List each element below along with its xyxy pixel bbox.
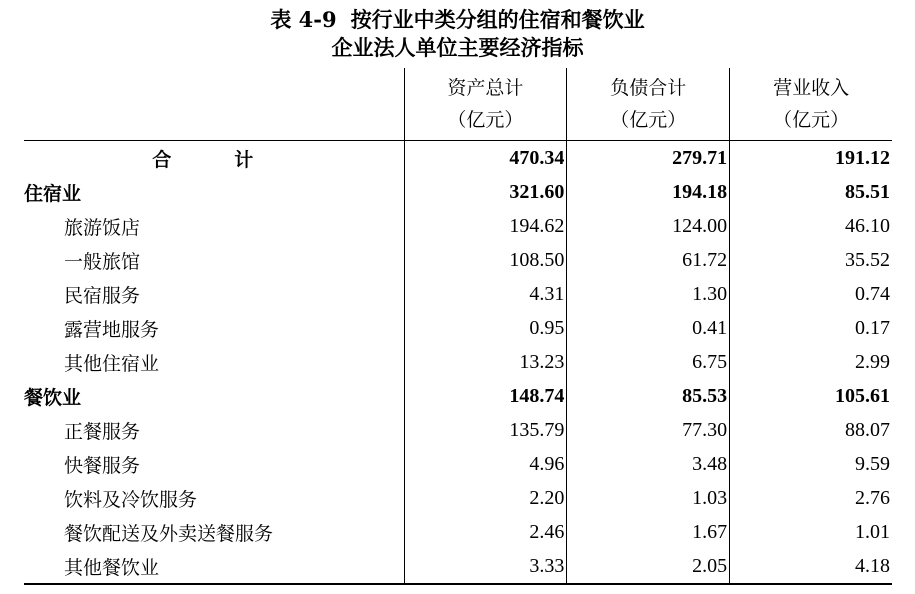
title-text-1: 按行业中类分组的住宿和餐饮业 bbox=[350, 7, 645, 32]
title-line-2: 企业法人单位主要经济指标 bbox=[331, 35, 584, 60]
row-label: 露营地服务 bbox=[64, 318, 160, 341]
cell-revenue: 0.17 bbox=[730, 311, 892, 345]
title-line-1 bbox=[0, 6, 915, 34]
cell-assets: 470.34 bbox=[404, 141, 567, 176]
header-revenue-unit: （亿元） bbox=[773, 109, 850, 131]
cell-assets: 321.60 bbox=[404, 175, 567, 209]
cell-liabilities: 279.71 bbox=[567, 141, 730, 176]
table-row bbox=[24, 549, 892, 584]
cell-revenue: 4.18 bbox=[730, 549, 892, 584]
cell-assets: 194.62 bbox=[404, 209, 567, 243]
header-liabilities bbox=[567, 68, 730, 141]
row-label: 餐饮配送及外卖送餐服务 bbox=[64, 522, 274, 545]
table-header bbox=[24, 68, 892, 141]
cell-assets: 2.20 bbox=[404, 481, 567, 515]
cell-liabilities: 1.03 bbox=[567, 481, 730, 515]
header-assets-unit: （亿元） bbox=[447, 109, 524, 131]
table-row bbox=[24, 345, 892, 379]
cell-assets: 3.33 bbox=[404, 549, 567, 584]
cell-assets: 135.79 bbox=[404, 413, 567, 447]
cell-revenue: 88.07 bbox=[730, 413, 892, 447]
row-label: 饮料及冷饮服务 bbox=[64, 488, 198, 511]
cell-liabilities: 85.53 bbox=[567, 379, 730, 413]
header-revenue bbox=[730, 68, 892, 141]
table-row bbox=[24, 413, 892, 447]
table-row bbox=[24, 447, 892, 481]
cell-assets: 4.96 bbox=[404, 447, 567, 481]
table-row bbox=[24, 515, 892, 549]
cell-assets: 108.50 bbox=[404, 243, 567, 277]
header-blank bbox=[24, 68, 404, 141]
cell-revenue: 85.51 bbox=[730, 175, 892, 209]
header-assets-name: 资产总计 bbox=[447, 77, 524, 99]
row-label: 餐饮业 bbox=[24, 386, 82, 409]
row-label: 合 计 bbox=[152, 148, 276, 171]
table-row-category bbox=[24, 175, 892, 209]
row-label: 住宿业 bbox=[24, 182, 82, 205]
header-assets bbox=[404, 68, 567, 141]
cell-revenue: 191.12 bbox=[730, 141, 892, 176]
table-row-total bbox=[24, 141, 892, 176]
cell-revenue: 0.74 bbox=[730, 277, 892, 311]
table-number: 表 4-9 bbox=[270, 7, 337, 32]
row-label: 旅游饭店 bbox=[64, 216, 141, 239]
cell-liabilities: 124.00 bbox=[567, 209, 730, 243]
header-row bbox=[24, 68, 892, 141]
table-row bbox=[24, 311, 892, 345]
cell-revenue: 105.61 bbox=[730, 379, 892, 413]
cell-assets: 13.23 bbox=[404, 345, 567, 379]
cell-assets: 0.95 bbox=[404, 311, 567, 345]
cell-assets: 4.31 bbox=[404, 277, 567, 311]
cell-liabilities: 3.48 bbox=[567, 447, 730, 481]
table-row bbox=[24, 481, 892, 515]
table-row bbox=[24, 209, 892, 243]
row-label: 正餐服务 bbox=[64, 420, 141, 443]
data-table bbox=[24, 68, 892, 585]
cell-revenue: 35.52 bbox=[730, 243, 892, 277]
table-row bbox=[24, 243, 892, 277]
cell-liabilities: 6.75 bbox=[567, 345, 730, 379]
cell-revenue: 1.01 bbox=[730, 515, 892, 549]
table-body bbox=[24, 141, 892, 585]
cell-assets: 2.46 bbox=[404, 515, 567, 549]
row-label: 民宿服务 bbox=[64, 284, 141, 307]
cell-revenue: 46.10 bbox=[730, 209, 892, 243]
table-row bbox=[24, 277, 892, 311]
row-label: 其他住宿业 bbox=[64, 352, 160, 375]
row-label: 一般旅馆 bbox=[64, 250, 141, 273]
cell-liabilities: 0.41 bbox=[567, 311, 730, 345]
cell-revenue: 2.99 bbox=[730, 345, 892, 379]
cell-revenue: 2.76 bbox=[730, 481, 892, 515]
row-label: 其他餐饮业 bbox=[24, 549, 404, 584]
cell-assets: 148.74 bbox=[404, 379, 567, 413]
cell-liabilities: 194.18 bbox=[567, 175, 730, 209]
cell-liabilities: 61.72 bbox=[567, 243, 730, 277]
row-label: 快餐服务 bbox=[64, 454, 141, 477]
header-liabilities-name: 负债合计 bbox=[610, 77, 687, 99]
cell-liabilities: 1.67 bbox=[567, 515, 730, 549]
table-title bbox=[0, 6, 915, 62]
cell-liabilities: 2.05 bbox=[567, 549, 730, 584]
cell-liabilities: 77.30 bbox=[567, 413, 730, 447]
cell-liabilities: 1.30 bbox=[567, 277, 730, 311]
cell-revenue: 9.59 bbox=[730, 447, 892, 481]
table-row-category bbox=[24, 379, 892, 413]
header-liabilities-unit: （亿元） bbox=[610, 109, 687, 131]
header-revenue-name: 营业收入 bbox=[773, 77, 850, 99]
